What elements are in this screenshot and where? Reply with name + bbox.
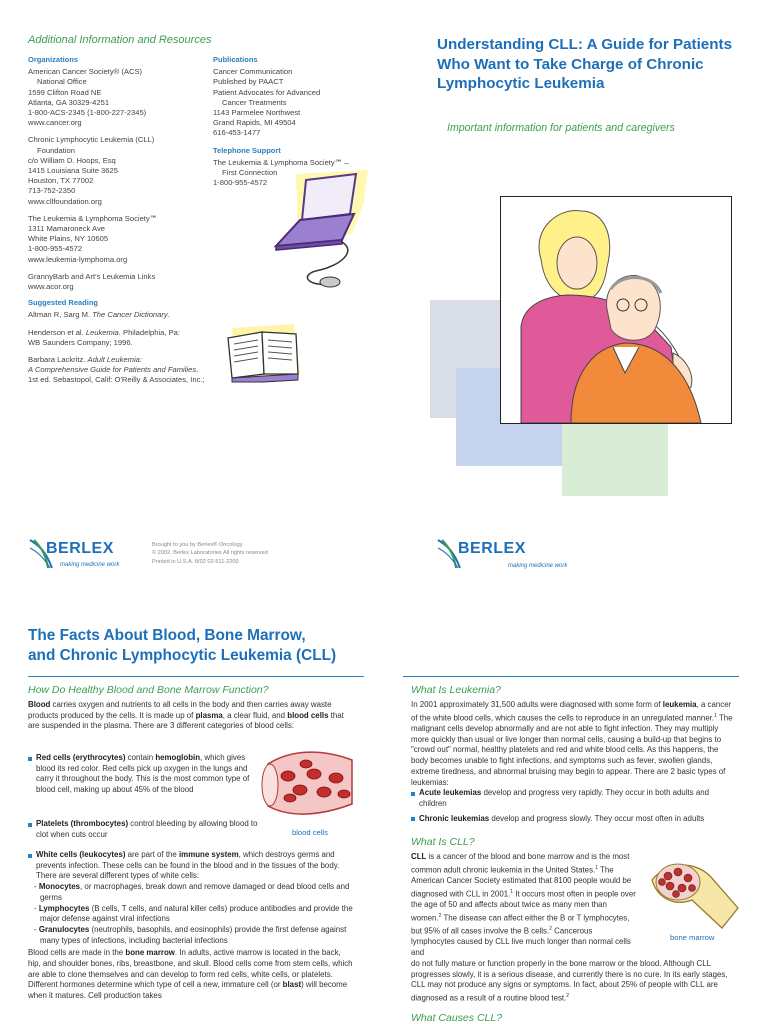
acor-link[interactable]: www.acor.org xyxy=(28,282,74,292)
bone-marrow-caption: bone marrow xyxy=(670,933,715,942)
berlex-wordmark: BERLEX xyxy=(46,540,114,557)
telephone-heading: Telephone Support xyxy=(213,145,281,155)
organizations-heading: Organizations xyxy=(28,55,79,64)
cll-text-wide: do not fully mature or function properly in the bone marrow or the blood. Although CLL progresses slowly, it is a serious disease, and currently there is no cure. In its early stages, CLL may not produce any signs or symptoms. In fact, about 25% of people with CLL are diagnosed as a result of a routine blood test.$^2$ xyxy=(411,959,728,1003)
blood-intro: Blood carries oxygen and nutrients to all cells in the body and then carries away waste products produced by the cells. It is made up of plasma, a clear fluid, and blood cells that are suspended in the plasma. There are 3 different categories of blood cells: xyxy=(28,700,344,731)
platelets-bullet: Platelets (thrombocytes) control bleeding by allowing blood to clot when cuts occur xyxy=(28,819,258,840)
publications-column: Publications Cancer Communication Published by PAACT Patient Advocates for Advanced Cancer Treatments 1143 Parmelee Northwest Grand Rapids, MI 49504 616-453-1477 Telephone Support The Leukemia & Lymphoma Society℠ – First Connection 1-800-955-4572 xyxy=(213,55,383,195)
cover-title: Understanding CLL: A Guide for Patients Who Want to Take Charge of Chronic Lymphocytic Leukemia xyxy=(437,36,733,92)
laptop-icon xyxy=(268,168,380,292)
section-rule-right xyxy=(403,676,739,677)
organizations-column xyxy=(28,55,208,393)
reading-heading: Suggested Reading xyxy=(28,298,99,308)
credits: Brought to you by Berlex® Oncology © 2002, Berlex Laboratories All rights reserved Printed in U.S.A. 8/02 02-511-2200 xyxy=(152,542,268,565)
white-cells-bullet: White cells (leukocytes) are part of the immune system, which destroys germs and prevents infection. These cells can be found in the blood and in the tissues of the body. There are several different types of white cells: - Monocytes, or macrophages, break down and remove damaged or dead blood cells and germs - Lymphocytes (B cells, T cells, and natural killer cells) produce antibodies and provide the major defense against viral infections - Granulocytes (neutrophils, basophils, and eosinophils) provide the first defense against many types of infections, including bacterial infections Blood cells are made in the bone marrow. In adults, active marrow is located in the back, hip, and shoulder bones, ribs, breastbone, and skull. Blood cells come from stem cells, which are able to clone themselves and can develop to form red cells, white cells, or platelets. Different hormones determine which type of cell a new, immature cell (or blast) will become when it matures. Cell production takes xyxy=(28,850,353,1001)
cll-foundation-link[interactable]: www.cllfoundation.org xyxy=(28,196,102,206)
what-is-leukemia-heading: What Is Leukemia? xyxy=(411,684,501,696)
publications-heading: Publications xyxy=(213,55,258,64)
berlex-logo-right xyxy=(436,534,568,574)
berlex-logo-left xyxy=(28,534,138,574)
what-is-cll-heading: What Is CLL? xyxy=(411,836,475,848)
section-rule xyxy=(28,676,364,677)
reading-2: Henderson et al. Leukemia. Philadelphia, Pa: WB Saunders Company; 1996. xyxy=(28,327,180,347)
berlex-tagline: making medicine work xyxy=(60,562,120,568)
berlex-tagline: making medicine work xyxy=(508,563,568,569)
org-cll-foundation: Chronic Lymphocytic Leukemia (CLL) Foundation c/o William D. Hoops, Esq 1415 Louisiana Suite 3625 Houston, TX 77002 713-752-2350 www.cllfoundation.org xyxy=(28,135,155,206)
blood-cells-caption: blood cells xyxy=(292,828,328,837)
couple-illustration xyxy=(500,196,732,424)
berlex-wordmark: BERLEX xyxy=(458,540,526,557)
red-cells-bullet: Red cells (erythrocytes) contain hemoglobin, which gives blood its red color. Red cells pick up oxygen in the lungs and carry it throughout the body. This is the most common type of blood cell, making up about 45% of the blood xyxy=(28,753,250,796)
healthy-blood-heading: How Do Healthy Blood and Bone Marrow Function? xyxy=(28,684,269,696)
caregivers-illustration-icon xyxy=(501,197,731,423)
facts-title: The Facts About Blood, Bone Marrow, and Chronic Lymphocytic Leukemia (CLL) xyxy=(28,627,337,664)
cll-text-narrow: CLL is a cancer of the blood and bone marrow and is the most common adult chronic leukemia in the United States.$^1$ The American Cancer Society estimated that 8100 people would be diagnosed with CLL in 2001.$^1$ It occurs most often in people over the age of 50 and affects about twice as many men than women.$^2$ The disease can affect either the B or T lymphocytes, but 95% of all cases involve the B cells.$^2$ Cancerous lymphocytes caused by CLL live much longer than normal cells and xyxy=(411,852,636,958)
org-lls: The Leukemia & Lymphoma Society℠ 1311 Mamaroneck Ave White Plains, NY 10605 1-800-955-4572 www.leukemia-lymphoma.org xyxy=(28,213,158,264)
reading-1: Altman R, Sarg M. The Cancer Dictionary. xyxy=(28,310,170,320)
bone-marrow-icon xyxy=(648,858,740,932)
book-icon xyxy=(222,322,304,384)
org-acs: American Cancer Society® (ACS) National Office 1599 Clifton Road NE Atlanta, GA 30329-4251 1-800-ACS-2345 (1-800-227-2345) www.cancer.org xyxy=(28,67,147,128)
resources-title: Additional Information and Resources xyxy=(28,34,212,46)
org-grannybarb: GrannyBarb and Art's Leukemia Links www.acor.org xyxy=(28,271,156,292)
what-causes-cll-heading: What Causes CLL? xyxy=(411,1012,503,1024)
lls-link[interactable]: www.leukemia-lymphoma.org xyxy=(28,254,128,264)
leukemia-text: In 2001 approximately 31,500 adults were diagnosed with some form of leukemia, a cancer of the white blood cells, which causes the cells to reproduce in an unregulated manner.$^1$ The malignant cells develop abnormally and are not able to fight infection. They may multiply more quickly than usual or live longer than normal cells, causing a build-up that begins to "crowd out" normal, healthy platelets and red and white blood cells. As this happens, the body becomes unable to fight infections, and symptoms such as fever, swollen glands, extreme tiredness, and abnormal bruising may begin to appear. There are 2 basic types of leukemias: Acute leukemias develop and progress very rapidly. They occur in both adults and children Chronic leukemias develop and progress slowly. They occur most often in adults xyxy=(411,700,733,823)
reading-3: Barbara Lackritz. Adult Leukemia: A Comprehensive Guide for Patients and Families. 1st ed. Sebastopol, Calif: O'Reilly & Associates, Inc.; xyxy=(28,355,205,385)
blood-vessel-icon xyxy=(260,746,358,822)
cover-subtitle: Important information for patients and caregivers xyxy=(447,122,675,134)
acs-link[interactable]: www.cancer.org xyxy=(28,118,82,128)
